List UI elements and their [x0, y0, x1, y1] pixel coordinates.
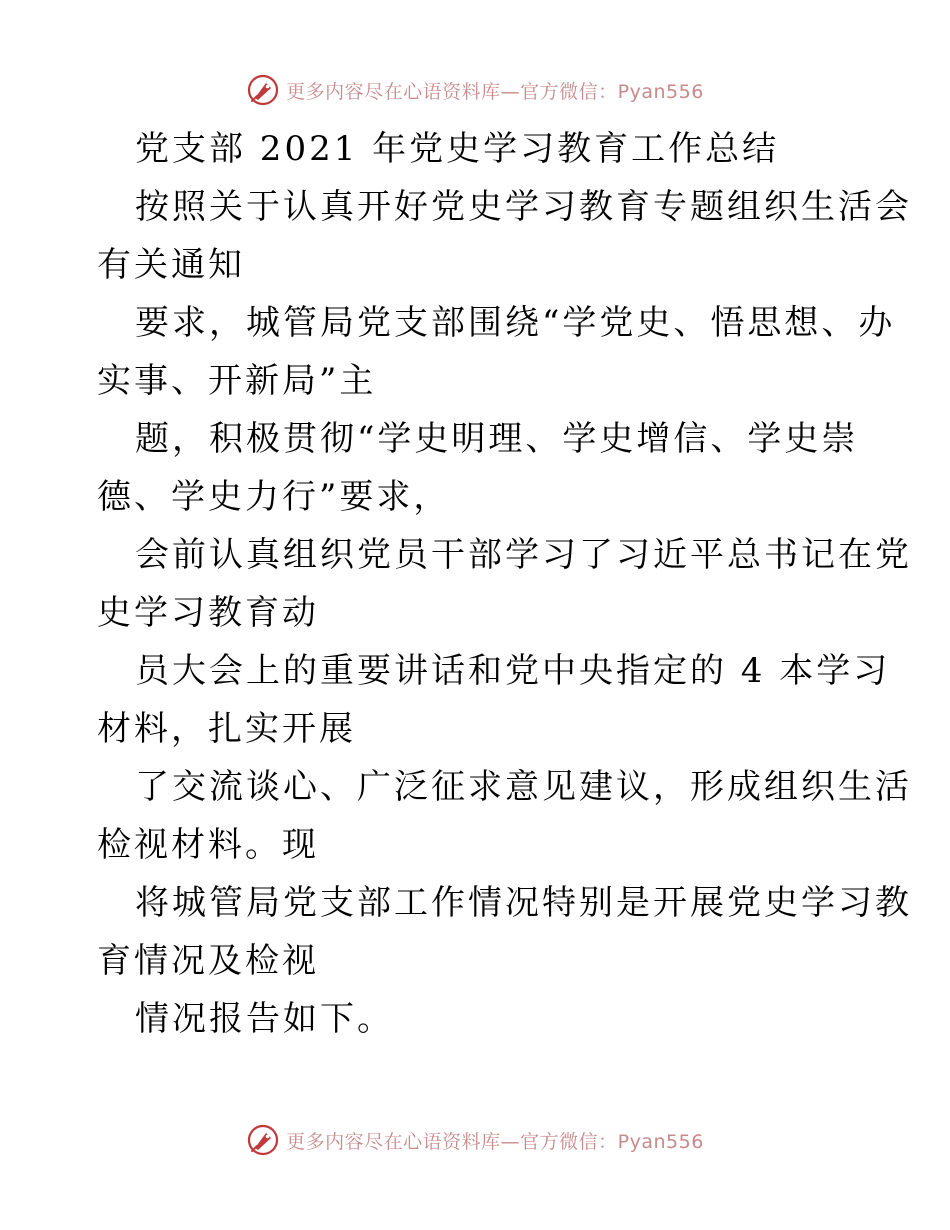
watermark-footer	[0, 1120, 950, 1160]
pen-nib-icon	[246, 1123, 280, 1157]
document-line: 要求，城管局党支部围绕“学党史、悟思想、办	[135, 303, 896, 343]
document-line: 实事、开新局”主	[97, 361, 377, 401]
document-line: 了交流谈心、广泛征求意见建议，形成组织生活	[135, 767, 912, 807]
document-line: 德、学史力行”要求，	[97, 477, 451, 517]
document-line: 题，积极贯彻“学史明理、学史增信、学史崇	[135, 419, 859, 459]
document-line: 按照关于认真开好党史学习教育专题组织生活会	[135, 187, 912, 227]
document-line: 会前认真组织党员干部学习了习近平总书记在党	[135, 535, 912, 575]
document-title: 党支部 2021 年党史学习教育工作总结	[135, 129, 780, 169]
document-line: 情况报告如下。	[135, 999, 394, 1039]
watermark-text: 更多内容尽在心语资料库—官方微信：Pyan556	[286, 80, 704, 103]
document-line: 检视材料。现	[97, 825, 319, 865]
watermark-header	[0, 70, 950, 110]
document-line: 史学习教育动	[97, 593, 319, 633]
document-body	[97, 120, 912, 1048]
watermark-text: 更多内容尽在心语资料库—官方微信：Pyan556	[286, 1130, 704, 1153]
document-line: 将城管局党支部工作情况特别是开展党史学习教	[135, 883, 912, 923]
document-line: 员大会上的重要讲话和党中央指定的 4 本学习	[135, 651, 891, 691]
pen-nib-icon	[246, 73, 280, 107]
document-line: 育情况及检视	[97, 941, 319, 981]
document-line: 有关通知	[97, 245, 245, 285]
document-line: 材料，扎实开展	[97, 709, 356, 749]
